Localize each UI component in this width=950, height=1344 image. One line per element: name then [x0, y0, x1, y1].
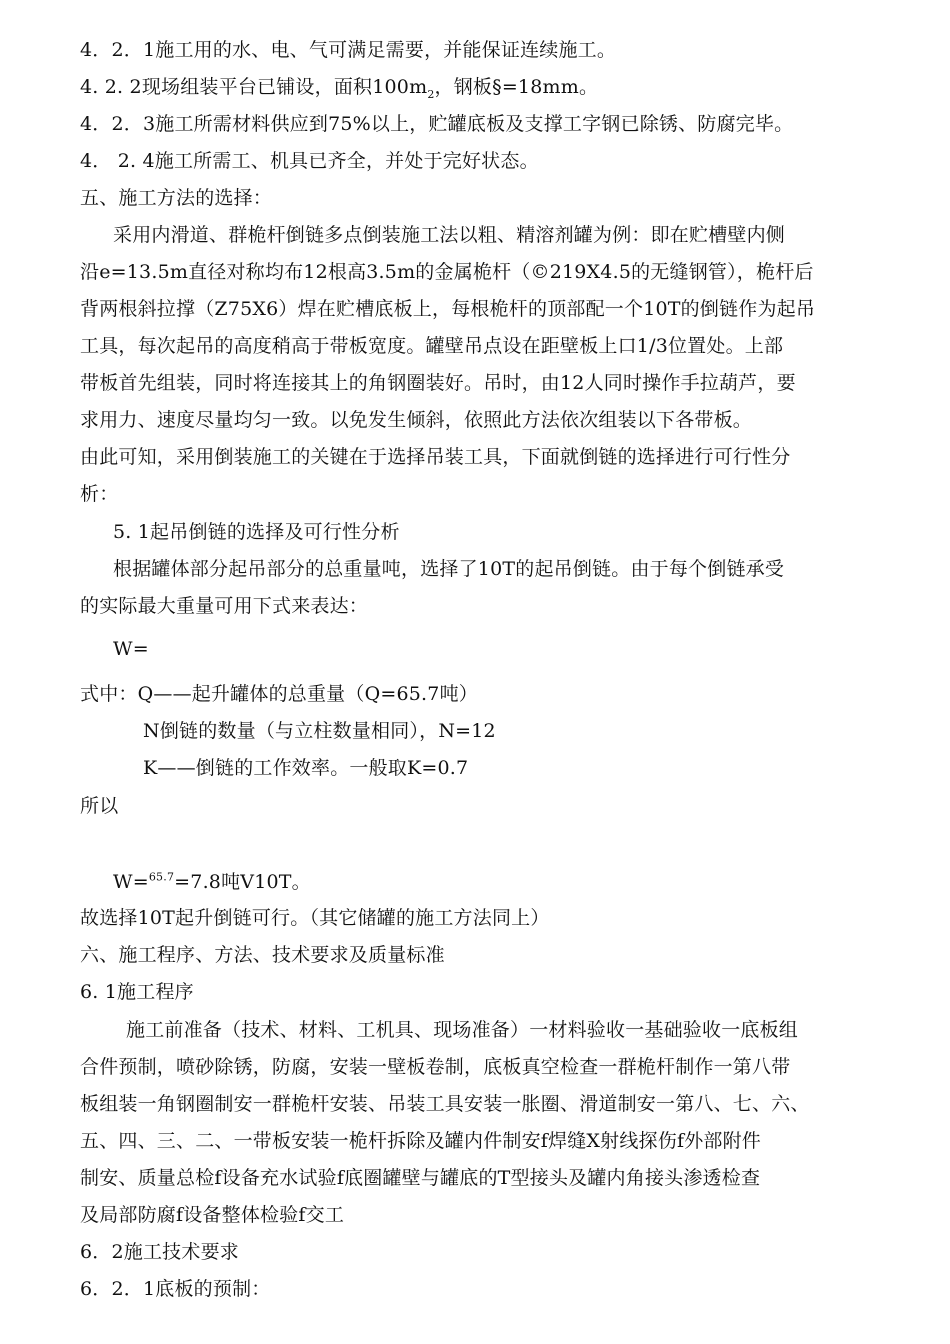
paragraph-line: 工具，每次起吊的高度稍高于带板宽度。罐壁吊点设在距壁板上口1/3位置处。上部 — [80, 335, 784, 357]
line-text: ，钢板§=18mm。 — [434, 76, 599, 98]
paragraph-line: 施工前准备（技术、材料、工机具、现场准备）一材料验收一基础验收一底板组 — [126, 1019, 799, 1041]
paragraph-line: 求用力、速度尽量均匀一致。以免发生倾斜，依照此方法依次组装以下各带板。 — [80, 409, 753, 431]
subsection-heading: 5. 1起吊倒链的选择及可行性分析 — [113, 521, 400, 543]
formula-text: =7.8吨V10T。 — [174, 871, 311, 893]
paragraph-line: K——倒链的工作效率。一般取K=0.7 — [143, 757, 469, 779]
section-heading: 六、施工程序、方法、技术要求及质量标准 — [80, 944, 445, 966]
paragraph-line: 由此可知，采用倒装施工的关键在于选择吊装工具，下面就倒链的选择进行可行性分 — [80, 446, 791, 468]
line-text: 4. 2. 2现场组装平台已铺设，面积100m — [80, 76, 428, 98]
paragraph-line: 制安、质量总检f设备充水试验f底圈罐壁与罐底的T型接头及罐内角接头渗透检查 — [80, 1167, 761, 1189]
paragraph-line: 及局部防腐f设备整体检验f交工 — [80, 1204, 345, 1226]
paragraph-line: 故选择10T起升倒链可行。（其它储罐的施工方法同上） — [80, 907, 550, 929]
section-heading: 五、施工方法的选择： — [80, 187, 273, 209]
paragraph-line: 根据罐体部分起吊部分的总重量吨，选择了10T的起吊倒链。由于每个倒链承受 — [113, 558, 785, 580]
paragraph-line: 五、四、三、二、一带板安装一桅杆拆除及罐内件制安f焊缝X射线探伤f外部附件 — [80, 1130, 761, 1152]
formula-text: W= — [113, 871, 149, 893]
paragraph-line: 4．2．1施工用的水、电、气可满足需要，并能保证连续施工。 — [80, 39, 617, 61]
paragraph-line: 4．2．3施工所需材料供应到75%以上，贮罐底板及支撑工字钢已除锈、防腐完毕。 — [80, 113, 794, 135]
paragraph-line: 所以 — [80, 795, 119, 817]
formula-line — [113, 869, 311, 895]
paragraph-line: 采用内滑道、群桅杆倒链多点倒装施工法以粗、精溶剂罐为例：即在贮槽壁内侧 — [113, 224, 786, 246]
subscript: 2 — [427, 87, 435, 101]
subsection-heading: 6. 1施工程序 — [80, 981, 194, 1003]
paragraph-line: 式中：Q——起升罐体的总重量（Q=65.7吨） — [80, 683, 478, 705]
paragraph-line: 合件预制，喷砂除锈，防腐，安装一壁板卷制，底板真空检查一群桅杆制作一第八带 — [80, 1056, 791, 1078]
paragraph-line: 背两根斜拉撑（Z75X6）焊在贮槽底板上，每根桅杆的顶部配一个10T的倒链作为起吊 — [80, 298, 816, 320]
paragraph-line: 析： — [80, 483, 119, 505]
paragraph-line: 的实际最大重量可用下式来表达： — [80, 595, 369, 617]
subsection-heading: 6．2施工技术要求 — [80, 1241, 239, 1263]
paragraph-line — [80, 74, 598, 100]
paragraph-line: 4． 2. 4施工所需工、机具已齐全，并处于完好状态。 — [80, 150, 539, 172]
paragraph-line: 带板首先组装，同时将连接其上的角钢圈装好。吊时，由12人同时操作手拉葫芦，要 — [80, 372, 796, 394]
formula-line: W= — [113, 638, 149, 660]
paragraph-line: N倒链的数量（与立柱数量相同），N=12 — [143, 720, 496, 742]
paragraph-line: 沿e=13.5m直径对称均布12根高3.5m的金属桅杆（©219X4.5的无缝钢管），桅杆后 — [80, 261, 814, 283]
paragraph-line: 板组装一角钢圈制安一群桅杆安装、吊装工具安装一胀圈、滑道制安一第八、七、六、 — [80, 1093, 810, 1115]
subsection-heading: 6．2．1底板的预制： — [80, 1278, 271, 1300]
superscript: 65.7 — [148, 870, 175, 884]
